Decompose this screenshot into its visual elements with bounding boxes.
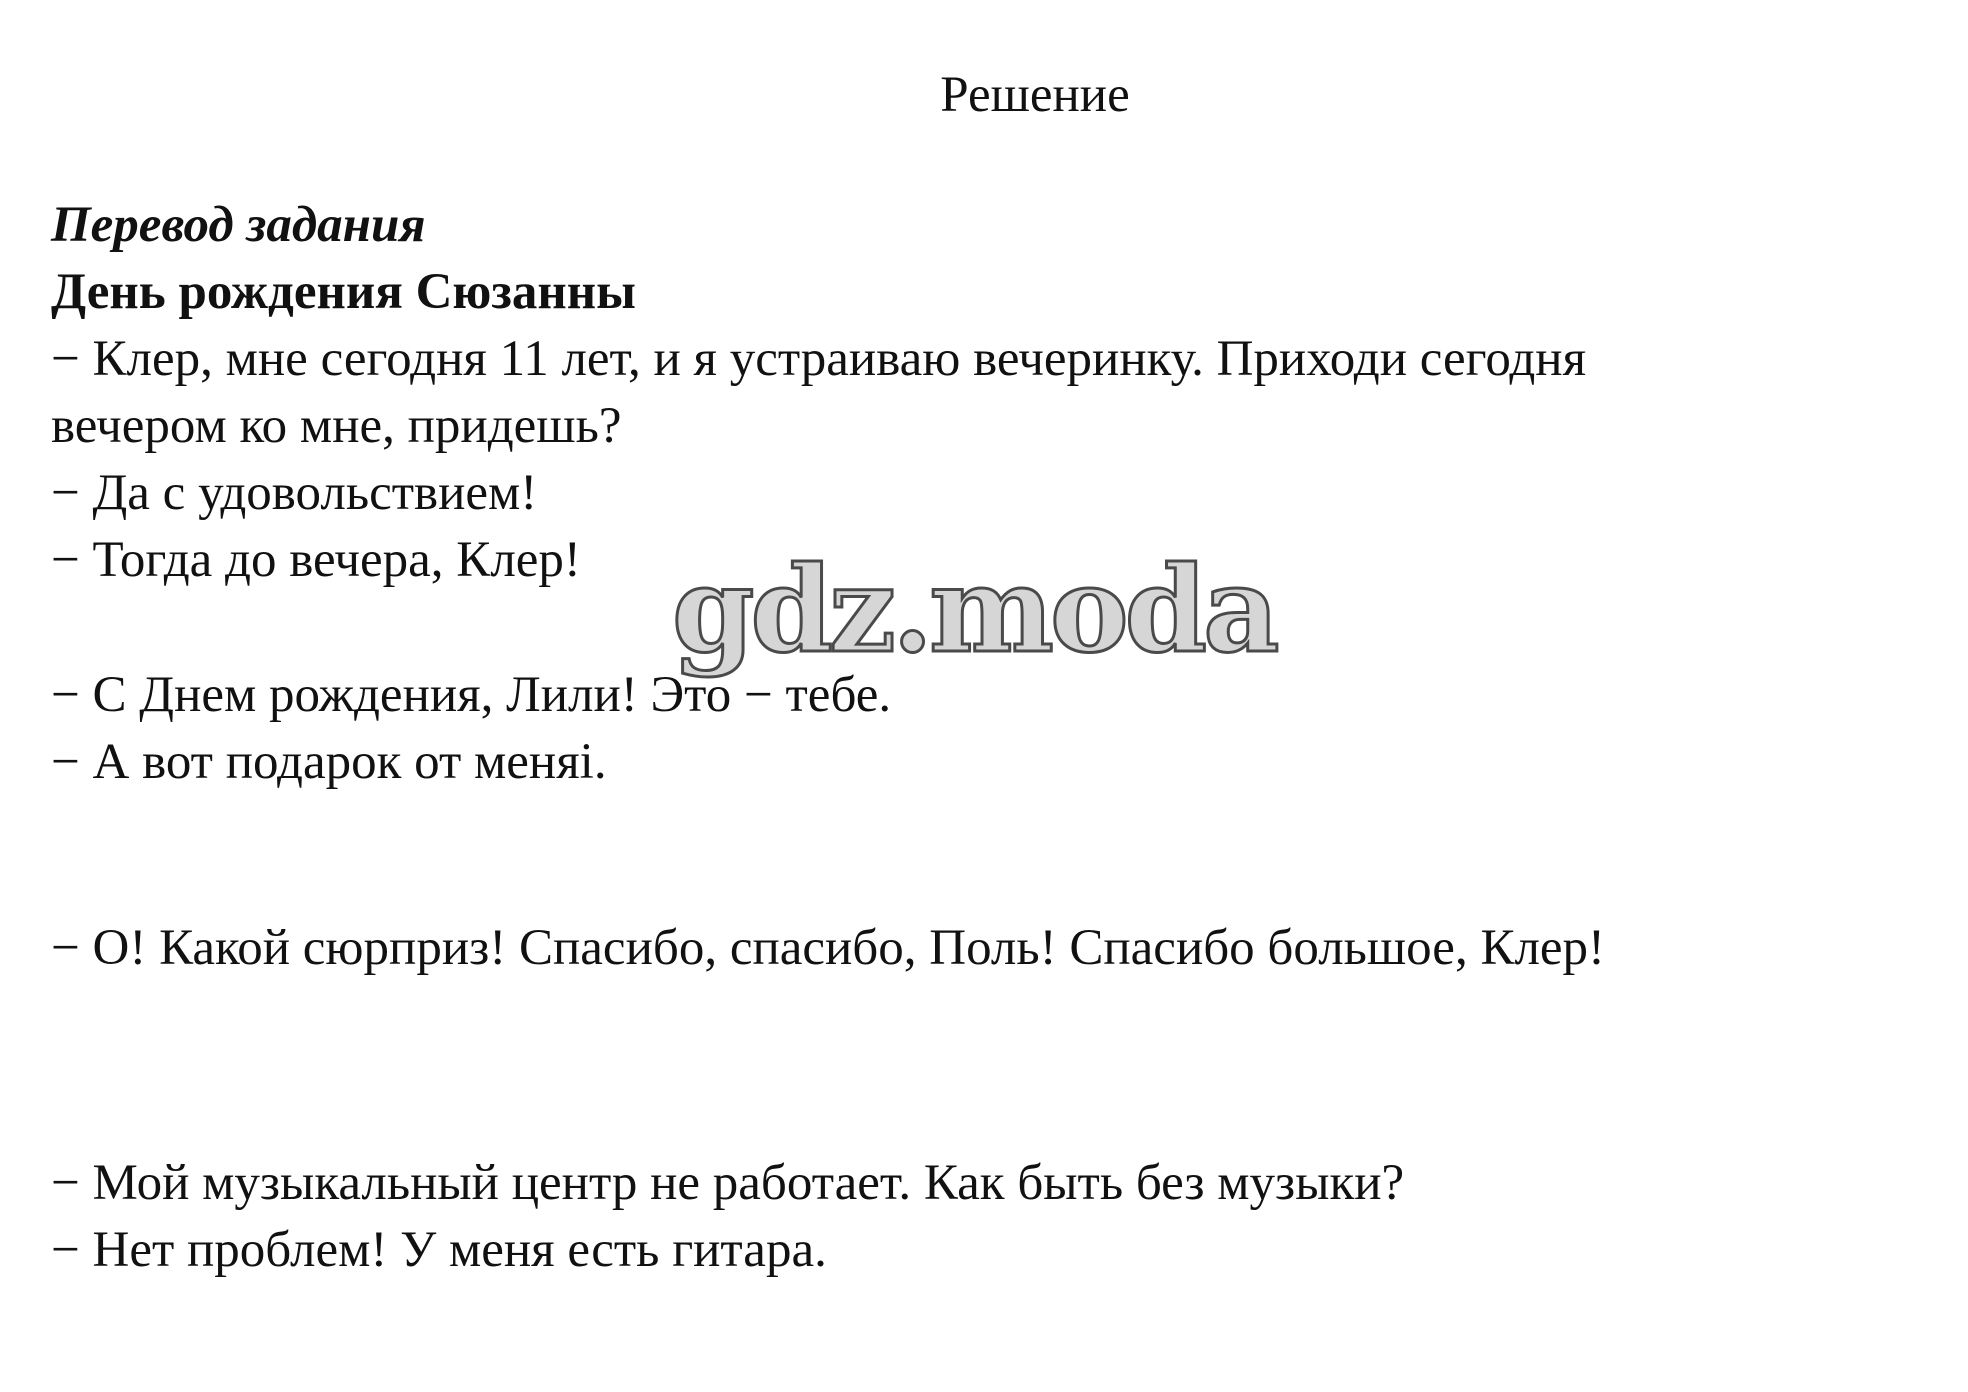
dialogue-line: − О! Какой сюрприз! Спасибо, спасибо, Поль! Спасибо большое, Клер! — [51, 920, 1606, 976]
dialogue-line: − Клер, мне сегодня 11 лет, и я устраиваю вечеринку. Приходи сегодня — [51, 331, 1587, 387]
dialogue-line: − Мой музыкальный центр не работает. Как быть без музыки? — [51, 1155, 1405, 1211]
dialogue-line: − Тогда до вечера, Клер! — [51, 532, 581, 588]
dialogue-title: День рождения Сюзанны — [51, 264, 636, 320]
section-label: Перевод задания — [51, 197, 426, 253]
dialogue-line: − Да с удовольствием! — [51, 465, 538, 521]
dialogue-line: − Нет проблем! У меня есть гитара. — [51, 1222, 827, 1278]
dialogue-line: − А вот подарок от меняi. — [51, 734, 607, 790]
page-heading: Решение — [940, 67, 1130, 123]
dialogue-line: вечером ко мне, придешь? — [51, 398, 622, 454]
dialogue-line: − С Днем рождения, Лили! Это − тебе. — [51, 667, 892, 723]
watermark-logo: gdz.moda — [672, 540, 1276, 679]
